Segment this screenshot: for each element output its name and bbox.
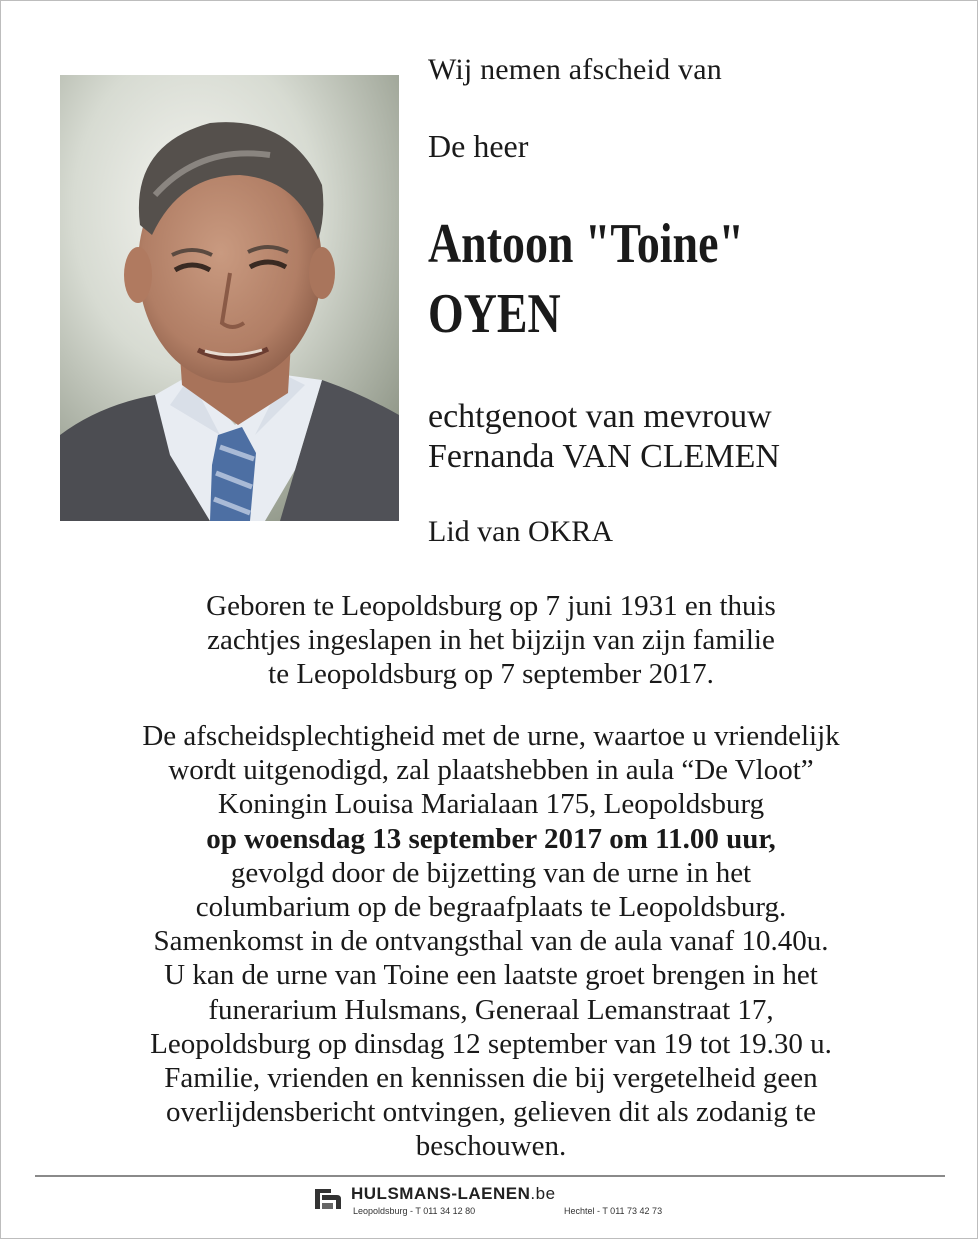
text-line: Samenkomst in de ontvangsthal van de aula vanaf 10.40u. bbox=[153, 925, 829, 958]
deceased-first-name: Antoon "Toine" bbox=[428, 213, 744, 275]
brand-name: HULSMANS-LAENEN bbox=[351, 1184, 531, 1203]
address-hechtel: Hechtel - T 011 73 42 73 bbox=[564, 1206, 663, 1216]
text-line: wordt uitgenodigd, zal plaatshebben in aula “De Vloot” bbox=[168, 754, 814, 787]
funeral-home-logo-icon bbox=[313, 1185, 343, 1213]
intro-text: Wij nemen afscheid van bbox=[428, 53, 722, 86]
text-line: columbarium op de begraafplaats te Leopoldsburg. bbox=[195, 891, 787, 924]
brand-domain: .be bbox=[530, 1184, 556, 1203]
text-line: gevolgd door de bijzetting van de urne in het bbox=[230, 856, 752, 889]
text-line: Geboren te Leopoldsburg op 7 juni 1931 en thuis bbox=[206, 590, 776, 622]
text-line: beschouwen. bbox=[415, 1130, 567, 1163]
text-line: De afscheidsplechtigheid met de urne, waartoe u vriendelijk bbox=[142, 720, 840, 752]
deceased-last-name: OYEN bbox=[428, 283, 561, 345]
ceremony-paragraph bbox=[41, 719, 941, 1164]
address-leopoldsburg: Leopoldsburg - T 011 34 12 80 bbox=[353, 1206, 476, 1216]
text-line: overlijdensbericht ontvingen, gelieven dit als zodanig te bbox=[166, 1096, 816, 1129]
spouse-info bbox=[428, 397, 780, 477]
text-line: funerarium Hulsmans, Generaal Lemanstraat 17, bbox=[208, 993, 774, 1026]
text-line: Familie, vrienden en kennissen die bij vergetelheid geen bbox=[164, 1062, 818, 1095]
portrait-photo bbox=[60, 75, 399, 521]
funeral-home-brand bbox=[351, 1184, 556, 1204]
spouse-line-1: echtgenoot van mevrouw bbox=[428, 398, 772, 435]
birth-death-paragraph bbox=[41, 589, 941, 692]
text-line: U kan de urne van Toine een laatste groet brengen in het bbox=[164, 959, 818, 992]
spouse-line-2: Fernanda VAN CLEMEN bbox=[428, 438, 780, 475]
text-line: Leopoldsburg op dinsdag 12 september van 19 tot 19.30 u. bbox=[150, 1027, 832, 1060]
membership-text: Lid van OKRA bbox=[428, 515, 613, 548]
text-line: te Leopoldsburg op 7 september 2017. bbox=[268, 658, 714, 691]
footer-divider bbox=[35, 1175, 945, 1177]
ceremony-date-line: op woensdag 13 september 2017 om 11.00 uur, bbox=[206, 822, 776, 855]
text-line: Koningin Louisa Marialaan 175, Leopoldsburg bbox=[217, 788, 765, 821]
text-line: zachtjes ingeslapen in het bijzijn van zijn familie bbox=[207, 624, 775, 657]
honorific: De heer bbox=[428, 128, 529, 164]
deceased-name bbox=[428, 209, 744, 349]
